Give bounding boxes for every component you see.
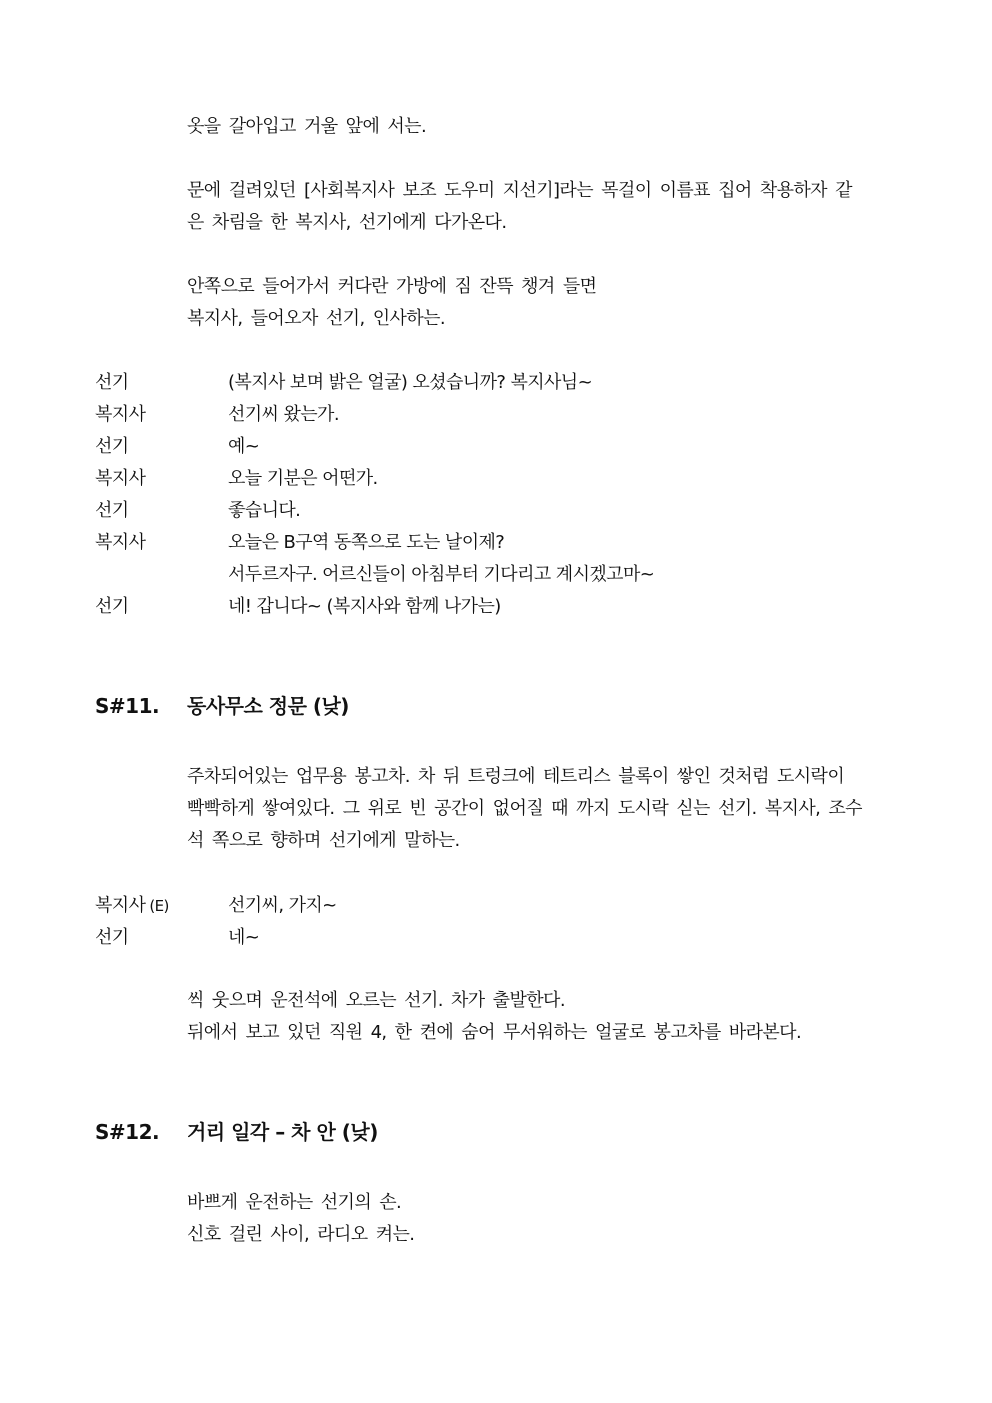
dialogue-row <box>95 399 895 431</box>
dialogue-line: 선기씨, 가지~ <box>228 895 337 916</box>
scene-heading <box>95 1116 378 1148</box>
action-line: 뒤에서 보고 있던 직원 4, 한 켠에 숨어 무서워하는 얼굴로 봉고차를 바라본다. <box>187 1022 802 1043</box>
scene-number: S#11. <box>95 694 160 718</box>
dialogue-row <box>95 559 895 591</box>
dialogue-line: 선기씨 왔는가. <box>228 404 339 425</box>
dialogue-line: 좋습니다. <box>228 500 301 521</box>
scene-heading <box>95 690 349 722</box>
speaker-name <box>95 559 228 591</box>
speaker-name: 복지사 <box>95 468 146 489</box>
dialogue-row <box>95 495 895 527</box>
dialogue-line: 예~ <box>228 436 260 457</box>
scene-number: S#12. <box>95 1120 160 1144</box>
action-line: 옷을 갈아입고 거울 앞에 서는. <box>187 116 427 137</box>
action-line: 주차되어있는 업무용 봉고차. 차 뒤 트렁크에 테트리스 블록이 쌓인 것처럼 도시락이 <box>187 766 845 787</box>
dialogue-row <box>95 463 895 495</box>
dialogue-row <box>95 367 895 399</box>
dialogue-line: 서두르자구. 어르신들이 아침부터 기다리고 계시겠고마~ <box>228 564 655 585</box>
action-block <box>187 761 897 857</box>
dialogue-block <box>95 890 895 954</box>
speaker-extension: (E) <box>149 897 169 915</box>
dialogue-line: (복지사 보며 밝은 얼굴) 오셨습니까? 복지사님~ <box>228 372 593 393</box>
speaker-name: 복지사 <box>95 404 146 425</box>
scene-title: 동사무소 정문 (낮) <box>187 694 349 718</box>
dialogue-block <box>95 367 895 623</box>
scene-title: 거리 일각 – 차 안 (낮) <box>187 1120 378 1144</box>
speaker-name: 선기 <box>95 500 129 521</box>
action-line: 신호 걸린 사이, 라디오 켜는. <box>187 1224 415 1245</box>
action-line: 안쪽으로 들어가서 커다란 가방에 짐 잔뜩 챙겨 들면 <box>187 276 597 297</box>
action-block <box>187 1187 897 1251</box>
dialogue-line: 오늘은 B구역 동쪽으로 도는 날이제? <box>228 532 505 553</box>
action-block <box>187 175 897 239</box>
speaker-label: 복지사 <box>95 895 146 916</box>
dialogue-row <box>95 431 895 463</box>
dialogue-line: 네~ <box>228 927 260 948</box>
action-line: 은 차림을 한 복지사, 선기에게 다가온다. <box>187 212 507 233</box>
speaker-name: 선기 <box>95 372 129 393</box>
speaker-name <box>95 890 228 922</box>
action-line: 복지사, 들어오자 선기, 인사하는. <box>187 308 445 329</box>
action-block <box>187 111 897 143</box>
action-block <box>187 985 897 1049</box>
action-line: 석 쪽으로 향하며 선기에게 말하는. <box>187 830 460 851</box>
dialogue-row <box>95 527 895 559</box>
dialogue-line: 네! 갑니다~ (복지사와 함께 나가는) <box>228 596 501 617</box>
dialogue-row <box>95 922 895 954</box>
action-line: 바쁘게 운전하는 선기의 손. <box>187 1192 402 1213</box>
dialogue-line: 오늘 기분은 어떤가. <box>228 468 378 489</box>
dialogue-row <box>95 890 895 922</box>
action-line: 씩 웃으며 운전석에 오르는 선기. 차가 출발한다. <box>187 990 565 1011</box>
speaker-name: 선기 <box>95 596 129 617</box>
action-line: 빡빡하게 쌓여있다. 그 위로 빈 공간이 없어질 때 까지 도시락 싣는 선기. 복지사, 조수 <box>187 798 862 819</box>
speaker-name: 선기 <box>95 436 129 457</box>
action-block <box>187 271 897 335</box>
speaker-name: 선기 <box>95 927 129 948</box>
speaker-name: 복지사 <box>95 532 146 553</box>
action-line: 문에 걸려있던 [사회복지사 보조 도우미 지선기]라는 목걸이 이름표 집어 착용하자 같 <box>187 180 852 201</box>
dialogue-row <box>95 591 895 623</box>
